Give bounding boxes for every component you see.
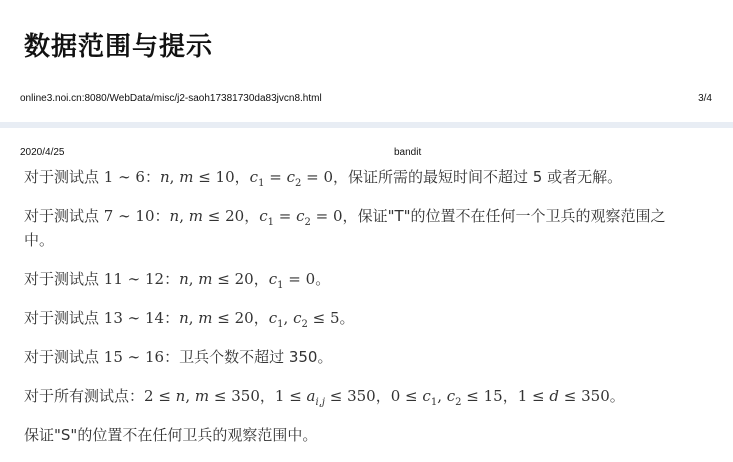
paragraph-text: ： (144, 168, 160, 186)
math-cond: n, m ≤ 20 (179, 270, 254, 288)
header-title: bandit (394, 147, 422, 158)
footer-page-number: 3/4 (698, 93, 712, 104)
paragraph-text: ， (333, 168, 349, 186)
paragraph-text: ， (244, 207, 260, 225)
paragraph-text: ： (164, 270, 180, 288)
math-cond: $0 \le c_1$, $c_2 \le 15$ (390, 387, 503, 408)
paragraph-text: 卫兵个数不超过 350。 (179, 348, 333, 366)
paragraph-text: 保证"T"的位置不在任何一个卫兵的观察范围之中。 (24, 207, 666, 249)
paragraph-text: ： (154, 207, 170, 225)
constraints-section (24, 165, 694, 462)
math-cond: $1 \le a_{i,j} \le 350$ (274, 387, 376, 408)
header-date: 2020/4/25 (20, 147, 65, 158)
paragraph-text: 对于所有测试点： (24, 387, 145, 405)
paragraph-text: ， (234, 168, 250, 186)
constraint-paragraph (24, 165, 694, 189)
math-cond: n, m ≤ 20 (169, 207, 245, 225)
math-cond: 2 ≤ n, m ≤ 350 (144, 387, 260, 405)
math-range: 1 ∼ 6 (103, 168, 145, 186)
math-cond: $c_1 = 0$ (268, 270, 316, 291)
paragraph-text: 对于测试点 (24, 309, 104, 327)
paragraph-text: 。 (609, 387, 625, 405)
section-heading: 数据范围与提示 (24, 32, 214, 62)
math-range: 7 ∼ 10 (103, 207, 155, 225)
constraint-paragraph (24, 267, 694, 291)
math-cond: 1 ≤ d ≤ 350 (517, 387, 610, 405)
paragraph-text: 对于测试点 (24, 207, 104, 225)
paragraph-text: 保证所需的最短时间不超过 5 或者无解。 (348, 168, 623, 186)
paragraph-text: ， (502, 387, 518, 405)
math-cond: n, m ≤ 20 (179, 309, 254, 327)
constraint-paragraph (24, 204, 694, 252)
math-range: 15 ∼ 16 (103, 348, 165, 366)
paragraph-text: ， (253, 309, 269, 327)
paragraph-text: 。 (315, 270, 331, 288)
math-range: 11 ∼ 12 (103, 270, 165, 288)
previous-page (0, 0, 733, 122)
paragraph-text: 。 (339, 309, 355, 327)
footer-url: online3.noi.cn:8080/WebData/misc/j2-saoh17381730da83jvcn8.html (20, 93, 322, 104)
paragraph-text: 对于测试点 (24, 270, 104, 288)
page-separator (0, 122, 733, 128)
paragraph-text: ， (259, 387, 275, 405)
constraint-paragraph (24, 345, 694, 369)
paragraph-text: ， (375, 387, 391, 405)
math-cond: $c_1$, $c_2 \le 5$ (268, 309, 340, 330)
paragraph-text: 对于测试点 (24, 168, 104, 186)
constraint-paragraph (24, 306, 694, 330)
math-range: 13 ∼ 14 (103, 309, 165, 327)
math-cond: $c_1 = c_2 = 0$ (259, 207, 343, 228)
paragraph-text: ： (164, 309, 180, 327)
math-cond: $c_1 = c_2 = 0$ (249, 168, 333, 189)
paragraph-text: 保证"S"的位置不在任何卫兵的观察范围中。 (24, 426, 318, 444)
paragraph-text: ： (164, 348, 180, 366)
paragraph-text: 对于测试点 (24, 348, 104, 366)
constraint-paragraph (24, 384, 694, 408)
math-cond: n, m ≤ 10 (160, 168, 235, 186)
paragraph-text: ， (253, 270, 269, 288)
paragraph-text: ， (342, 207, 358, 225)
constraint-paragraph (24, 423, 694, 447)
